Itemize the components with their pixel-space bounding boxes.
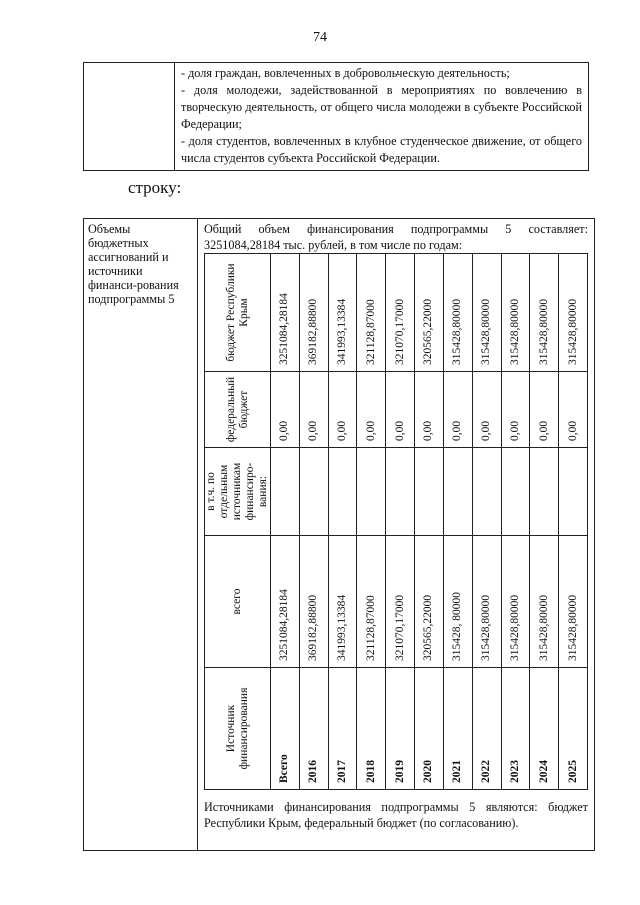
table-row xyxy=(386,254,415,790)
table-row xyxy=(328,254,357,790)
incl-cell xyxy=(443,448,472,536)
year-cell: 2022 xyxy=(472,668,501,790)
stroku-label: строку: xyxy=(128,178,182,197)
total-cell: 315428,80000 xyxy=(472,536,501,668)
year-cell: 2020 xyxy=(415,668,444,790)
rotated-table-wrapper xyxy=(204,254,588,790)
republic-cell: 315428,80000 xyxy=(501,254,530,372)
federal-cell: 0,00 xyxy=(271,372,300,448)
table-row xyxy=(271,254,300,790)
financing-header-row xyxy=(205,254,271,790)
incl-cell xyxy=(530,448,559,536)
republic-cell: 315428,80000 xyxy=(559,254,588,372)
total-cell: 315428, 80000 xyxy=(443,536,472,668)
indicator-line: - доля молодежи, задействованной в мероприятиях по вовлечению в творческую деятельность, от общего числа молодежи в субъекте Российской Федерации; xyxy=(181,83,582,131)
federal-cell: 0,00 xyxy=(357,372,386,448)
year-cell: Всего xyxy=(271,668,300,790)
republic-cell: 315428,80000 xyxy=(472,254,501,372)
year-cell: 2021 xyxy=(443,668,472,790)
funding-content-cell xyxy=(198,219,595,851)
incl-cell xyxy=(328,448,357,536)
total-cell: 315428,80000 xyxy=(530,536,559,668)
year-cell: 2019 xyxy=(386,668,415,790)
federal-cell: 0,00 xyxy=(443,372,472,448)
republic-cell: 369182,88800 xyxy=(299,254,328,372)
total-cell: 321128,87000 xyxy=(357,536,386,668)
header-republic: бюджет Республики Крым xyxy=(205,254,271,372)
table-row xyxy=(530,254,559,790)
republic-cell: 320565,22000 xyxy=(415,254,444,372)
page-number: 74 xyxy=(313,30,327,45)
incl-cell xyxy=(501,448,530,536)
funding-sources-text: Источниками финансирования подпрограммы 5 являются: бюджет Республики Крым, федеральный бюджет (по согласованию). xyxy=(204,800,588,830)
incl-cell xyxy=(386,448,415,536)
federal-cell: 0,00 xyxy=(559,372,588,448)
table-row xyxy=(415,254,444,790)
federal-cell: 0,00 xyxy=(472,372,501,448)
rotated-table-inner xyxy=(204,254,588,790)
top-text-cell xyxy=(175,63,589,171)
table-row xyxy=(357,254,386,790)
republic-cell: 3251084,28184 xyxy=(271,254,300,372)
top-continuation-table xyxy=(83,62,589,171)
year-cell: 2016 xyxy=(299,668,328,790)
funding-intro: Общий объем финансирования подпрограммы 5 составляет: 3251084,28184 тыс. рублей, в том числе по годам: xyxy=(204,222,588,252)
indicator-line: - доля граждан, вовлеченных в добровольческую деятельность; xyxy=(181,66,510,80)
total-cell: 315428,80000 xyxy=(501,536,530,668)
funding-label-cell: Объемы бюджетных ассигнований и источники финанси-рования подпрограммы 5 xyxy=(84,219,198,851)
incl-cell xyxy=(299,448,328,536)
republic-cell: 321128,87000 xyxy=(357,254,386,372)
republic-cell: 341993,13384 xyxy=(328,254,357,372)
indicator-line: - доля студентов, вовлеченных в клубное студенческое движение, от общего числа студентов субъекта Российской Федерации. xyxy=(181,134,582,165)
year-cell: 2025 xyxy=(559,668,588,790)
top-empty-cell xyxy=(84,63,175,171)
total-cell: 321070,17000 xyxy=(386,536,415,668)
year-cell: 2017 xyxy=(328,668,357,790)
table-row xyxy=(559,254,588,790)
incl-cell xyxy=(559,448,588,536)
republic-cell: 315428,80000 xyxy=(530,254,559,372)
incl-cell xyxy=(415,448,444,536)
header-federal: федеральный бюджет xyxy=(205,372,271,448)
federal-cell: 0,00 xyxy=(328,372,357,448)
republic-cell: 315428,80000 xyxy=(443,254,472,372)
federal-cell: 0,00 xyxy=(415,372,444,448)
header-source: Источник финансирования xyxy=(205,668,271,790)
total-cell: 3251084,28184 xyxy=(271,536,300,668)
incl-cell xyxy=(271,448,300,536)
header-total: всего xyxy=(205,536,271,668)
year-cell: 2023 xyxy=(501,668,530,790)
total-cell: 315428,80000 xyxy=(559,536,588,668)
total-cell: 369182,88800 xyxy=(299,536,328,668)
table-row xyxy=(443,254,472,790)
incl-cell xyxy=(357,448,386,536)
federal-cell: 0,00 xyxy=(530,372,559,448)
main-table xyxy=(83,218,595,851)
incl-cell xyxy=(472,448,501,536)
total-cell: 320565,22000 xyxy=(415,536,444,668)
table-row xyxy=(299,254,328,790)
federal-cell: 0,00 xyxy=(299,372,328,448)
total-cell: 341993,13384 xyxy=(328,536,357,668)
federal-cell: 0,00 xyxy=(501,372,530,448)
header-incl: в т.ч. по отдельным источникам финансиро-вания: xyxy=(205,448,271,536)
federal-cell: 0,00 xyxy=(386,372,415,448)
republic-cell: 321070,17000 xyxy=(386,254,415,372)
financing-table xyxy=(204,253,588,790)
year-cell: 2024 xyxy=(530,668,559,790)
table-row xyxy=(501,254,530,790)
year-cell: 2018 xyxy=(357,668,386,790)
table-row xyxy=(472,254,501,790)
